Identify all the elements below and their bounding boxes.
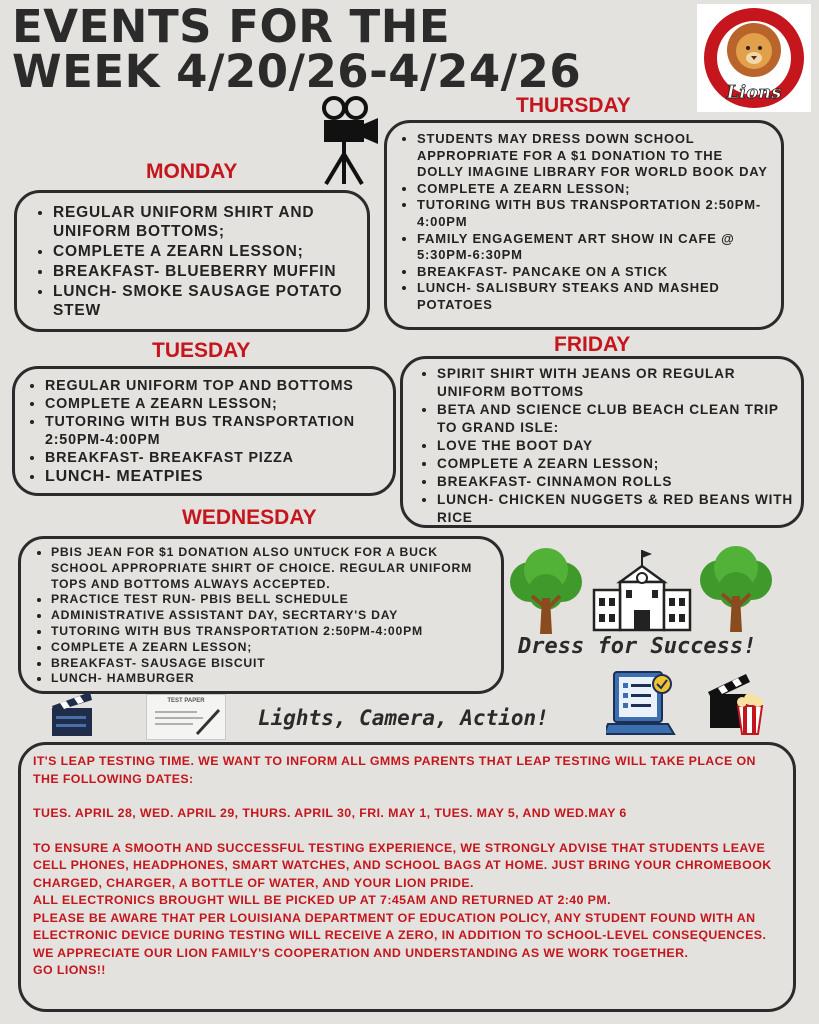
list-item: • LUNCH- SMOKE SAUSAGE POTATO STEW (53, 282, 359, 320)
lights-camera-action-text: Lights, Camera, Action! (258, 706, 549, 730)
notice-policy: PLEASE BE AWARE THAT PER LOUISIANA DEPARTMENT OF EDUCATION POLICY, ANY STUDENT FOUND WITH AN ELECTRONIC DEVICE DURING TESTING WILL RECEIVE A ZERO, IN ADDITION TO SCHOOL-LEVEL CONSEQUENCES. (33, 910, 767, 942)
list-item: • BREAKFAST- SAUSAGE BISCUIT (51, 656, 491, 672)
list-item: • LOVE THE BOOT DAY (437, 437, 793, 455)
list-item: • REGULAR UNIFORM TOP AND BOTTOMS (45, 377, 385, 395)
wednesday-box (18, 536, 504, 694)
page-title: EVENTS FOR THE WEEK 4/20/26-4/24/26 (12, 0, 582, 98)
friday-heading: FRIDAY (554, 333, 631, 356)
list-item: • REGULAR UNIFORM SHIRT AND UNIFORM BOTTOMS; (53, 203, 359, 241)
list-item: • BETA AND SCIENCE CLUB BEACH CLEAN TRIP TO GRAND ISLE: (437, 401, 793, 437)
movie-camera-icon (318, 96, 380, 186)
monday-box (14, 190, 370, 332)
dress-for-success-text: Dress for Success! (518, 634, 757, 659)
thursday-box (384, 120, 784, 330)
school-logo (697, 4, 811, 112)
tree-icon (504, 548, 590, 638)
notice-advice: TO ENSURE A SMOOTH AND SUCCESSFUL TESTING EXPERIENCE, WE STRONGLY ADVISE THAT STUDENTS LEAVE CELL PHONES, HEADPHONES, SMART WATCHES, AND SCHOOL BAGS AT HOME. JUST BRING YOUR CHROMEBOOK CHARGED, CHARGER, A BOTTLE OF WATER, AND YOUR LION PRIDE. (33, 840, 772, 890)
clapperboard-icon (50, 688, 96, 738)
list-item: • STUDENTS MAY DRESS DOWN SCHOOL APPROPRIATE FOR A $1 DONATION TO THE DOLLY IMAGINE LIBRARY FOR WORLD BOOK DAY (417, 131, 769, 181)
notice-thanks: WE APPRECIATE OUR LION FAMILY'S COOPERATION AND UNDERSTANDING AS WE WORK TOGETHER. (33, 945, 689, 960)
notice-go-lions: GO LIONS!! (33, 963, 106, 977)
list-item: • LUNCH- CHICKEN NUGGETS & RED BEANS WITH RICE (437, 491, 793, 527)
list-item: • BREAKFAST- BREAKFAST PIZZA (45, 449, 385, 467)
leap-testing-notice (18, 742, 796, 1012)
test-paper-icon (146, 694, 226, 740)
tuesday-heading: TUESDAY (152, 339, 251, 362)
list-item: • BREAKFAST- CINNAMON ROLLS (437, 473, 793, 491)
tree-icon (694, 546, 780, 636)
movie-popcorn-icon (706, 668, 768, 736)
list-item: • COMPLETE A ZEARN LESSON; (53, 242, 359, 261)
thursday-heading: THURSDAY (516, 94, 631, 117)
list-item: • BREAKFAST- PANCAKE ON A STICK (417, 264, 769, 281)
list-item: • COMPLETE A ZEARN LESSON; (45, 395, 385, 413)
wednesday-heading: WEDNESDAY (182, 506, 317, 529)
list-item: • TUTORING WITH BUS TRANSPORTATION 2:50PM-4:00PM (45, 413, 385, 449)
list-item: • BREAKFAST- BLUEBERRY MUFFIN (53, 262, 359, 281)
notice-electronics: ALL ELECTRONICS BROUGHT WILL BE PICKED UP AT 7:45AM AND RETURNED AT 2:40 PM. (33, 893, 611, 907)
list-item: • SPIRIT SHIRT WITH JEANS OR REGULAR UNIFORM BOTTOMS (437, 365, 793, 401)
list-item: • LUNCH- SALISBURY STEAKS AND MASHED POTATOES (417, 280, 769, 313)
tuesday-box (12, 366, 396, 496)
monday-heading: MONDAY (146, 160, 238, 183)
list-item: • COMPLETE A ZEARN LESSON; (51, 640, 491, 656)
list-item: • FAMILY ENGAGEMENT ART SHOW IN CAFE @ 5:30PM-6:30PM (417, 231, 769, 264)
list-item: • TUTORING WITH BUS TRANSPORTATION 2:50PM-4:00PM (51, 624, 491, 640)
svg-text:Lions: Lions (726, 82, 782, 103)
list-item: • COMPLETE A ZEARN LESSON; (417, 181, 769, 198)
school-building-icon (590, 548, 694, 634)
list-item: • TUTORING WITH BUS TRANSPORTATION 2:50PM-4:00PM (417, 197, 769, 230)
list-item: • ADMINISTRATIVE ASSISTANT DAY, SECRTARY'S DAY (51, 608, 491, 624)
list-item: • PRACTICE TEST RUN- PBIS BELL SCHEDULE (51, 592, 491, 608)
notice-intro: IT'S LEAP TESTING TIME. WE WANT TO INFORM ALL GMMS PARENTS THAT LEAP TESTING WILL TAKE PLACE ON THE FOLLOWING DATES: (33, 754, 756, 786)
list-item: • PBIS JEAN FOR $1 DONATION ALSO UNTUCK FOR A BUCK SCHOOL APPROPRIATE SHIRT OF CHOICE. REGULAR UNIFORM TOPS AND BOTTOMS ALWAYS ACCEPTED. (51, 545, 491, 592)
laptop-checklist-icon (606, 668, 678, 738)
friday-box (400, 356, 804, 528)
test-paper-label: TEST PAPER (167, 698, 205, 704)
notice-dates: TUES. APRIL 28, WED. APRIL 29, THURS. APRIL 30, FRI. MAY 1, TUES. MAY 5, AND WED.MAY 6 (33, 806, 627, 820)
list-item: • LUNCH- HAMBURGER (51, 671, 491, 687)
list-item: • COMPLETE A ZEARN LESSON; (437, 455, 793, 473)
list-item: • LUNCH- MEATPIES (45, 467, 385, 487)
